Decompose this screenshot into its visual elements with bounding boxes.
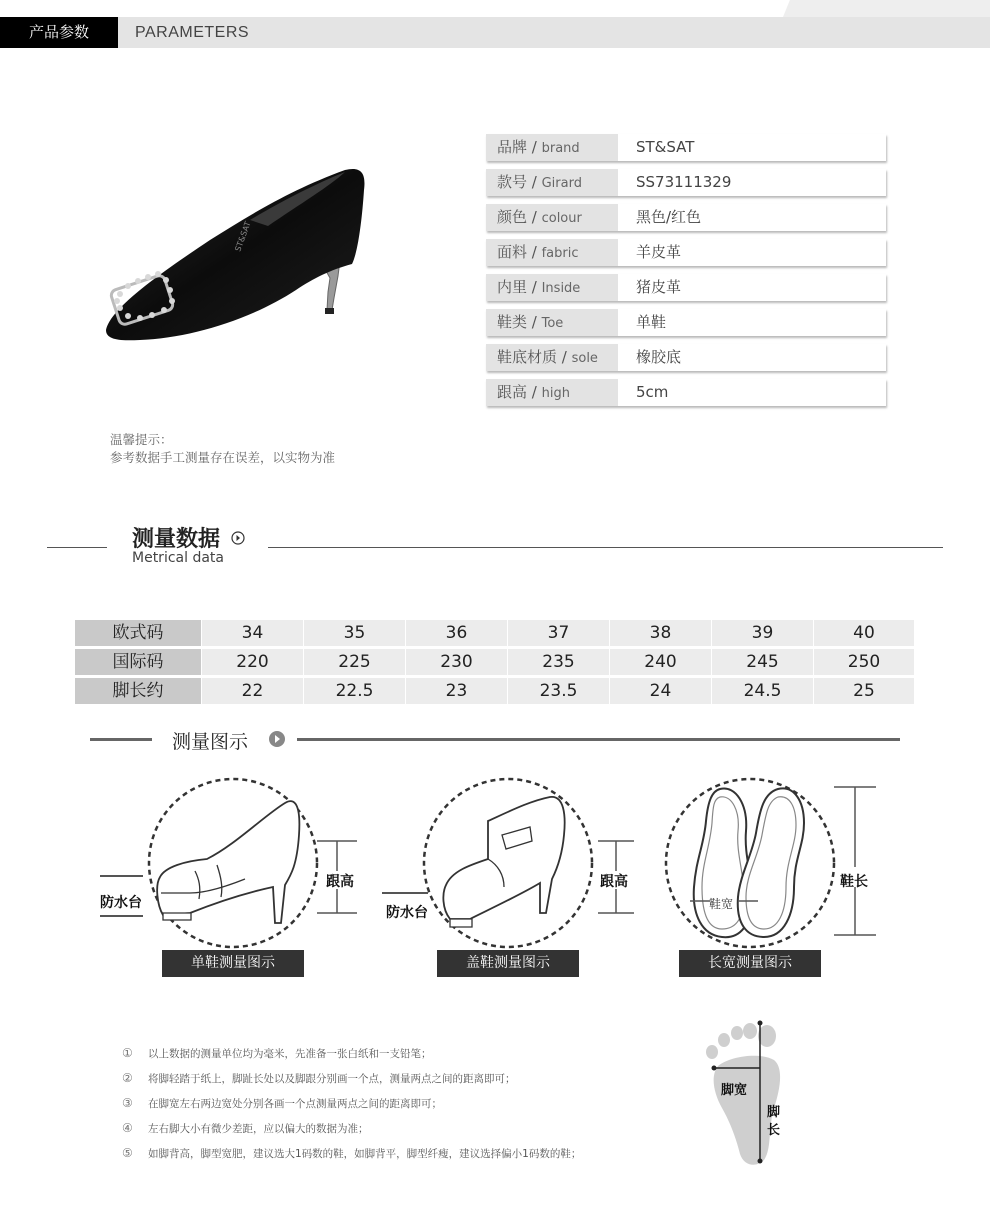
note-item: ④ 左右脚大小有微少差距，应以偏大的数据为准； <box>122 1121 369 1135</box>
divider <box>297 738 900 741</box>
param-row <box>486 239 886 266</box>
arrow-circle-icon <box>231 531 245 545</box>
svg-text:ST&SAT: ST&SAT <box>233 220 253 253</box>
param-row <box>486 344 886 371</box>
size-cell: 25 <box>814 678 914 704</box>
header-title-en: PARAMETERS <box>135 24 250 41</box>
param-label: 颜色 / colour <box>486 204 618 231</box>
metrical-subtitle: Metrical data <box>132 550 224 566</box>
param-label: 鞋类 / Toe <box>486 309 618 336</box>
param-label: 款号 / Girard <box>486 169 618 196</box>
param-row <box>486 379 886 406</box>
measure-title: 测量图示 <box>172 731 249 753</box>
label-foot-length-2: 长 <box>767 1123 781 1138</box>
header-title-cn: 产品参数 <box>0 17 118 48</box>
param-value: SS73111329 <box>636 173 732 191</box>
size-cell: 38 <box>610 620 711 646</box>
label-heel-height: 跟高 <box>326 874 354 890</box>
size-cell: 235 <box>508 649 609 675</box>
label-heel-height: 跟高 <box>600 874 628 890</box>
size-cell: 36 <box>406 620 507 646</box>
param-row <box>486 134 886 161</box>
size-row-header: 国际码 <box>75 649 201 675</box>
size-cell: 240 <box>610 649 711 675</box>
arrow-circle-icon <box>268 730 286 748</box>
size-cell: 225 <box>304 649 405 675</box>
size-cell: 40 <box>814 620 914 646</box>
param-value: ST&SAT <box>636 138 695 156</box>
diagram-caption: 长宽测量图示 <box>679 950 821 977</box>
param-value: 单鞋 <box>636 313 667 331</box>
note-item: ③ 在脚宽左右两边宽处分别各画一个点测量两点之间的距离即可； <box>122 1096 442 1110</box>
length-width-diagram <box>660 775 890 955</box>
diagram-caption: 盖鞋测量图示 <box>437 950 579 977</box>
param-label: 跟高 / high <box>486 379 618 406</box>
param-value: 橡胶底 <box>636 348 682 366</box>
size-cell: 34 <box>202 620 303 646</box>
param-row <box>486 274 886 301</box>
tip-title: 温馨提示： <box>110 432 173 447</box>
size-cell: 23 <box>406 678 507 704</box>
size-cell: 22 <box>202 678 303 704</box>
bootie-shoe-diagram <box>380 775 650 955</box>
size-cell: 35 <box>304 620 405 646</box>
param-value: 5cm <box>636 383 669 401</box>
size-cell: 24.5 <box>712 678 813 704</box>
label-shoe-length: 鞋长 <box>840 874 868 890</box>
metrical-title: 测量数据 <box>132 527 221 552</box>
size-cell: 250 <box>814 649 914 675</box>
size-cell: 39 <box>712 620 813 646</box>
param-label: 面料 / fabric <box>486 239 618 266</box>
param-label: 内里 / Inside <box>486 274 618 301</box>
size-cell: 22.5 <box>304 678 405 704</box>
param-value: 羊皮革 <box>636 243 682 261</box>
note-item: ⑤ 如脚背高，脚型宽肥，建议选大1码数的鞋，如脚背平，脚型纤瘦，建议选择偏小1码数的鞋； <box>122 1146 582 1160</box>
label-foot-width: 脚宽 <box>721 1083 748 1098</box>
tip-text: 参考数据手工测量存在误差，以实物为准 <box>110 450 336 465</box>
diagram-caption: 单鞋测量图示 <box>162 950 304 977</box>
pump-shoe-diagram <box>95 775 365 955</box>
label-platform: 防水台 <box>386 905 428 921</box>
size-cell: 23.5 <box>508 678 609 704</box>
size-cell: 245 <box>712 649 813 675</box>
param-value: 黑色/红色 <box>636 208 702 226</box>
param-value: 猪皮革 <box>636 278 682 296</box>
size-cell: 24 <box>610 678 711 704</box>
param-row <box>486 169 886 196</box>
divider <box>47 547 107 548</box>
note-item: ① 以上数据的测量单位均为毫米，先准备一张白纸和一支铅笔； <box>122 1046 432 1060</box>
param-row <box>486 309 886 336</box>
param-label: 鞋底材质 / sole <box>486 344 618 371</box>
divider <box>90 738 152 741</box>
param-label: 品牌 / brand <box>486 134 618 161</box>
header-decor <box>760 0 990 17</box>
param-row <box>486 204 886 231</box>
size-row-header: 欧式码 <box>75 620 201 646</box>
divider <box>268 547 943 548</box>
size-cell: 230 <box>406 649 507 675</box>
label-platform: 防水台 <box>100 895 142 911</box>
label-foot-length-1: 脚 <box>767 1105 781 1120</box>
note-item: ② 将脚轻踏于纸上，脚趾长处以及脚跟分别画一个点，测量两点之间的距离即可； <box>122 1071 516 1085</box>
size-row-header: 脚长约 <box>75 678 201 704</box>
label-shoe-width: 鞋宽 <box>709 897 734 911</box>
size-cell: 37 <box>508 620 609 646</box>
size-cell: 220 <box>202 649 303 675</box>
product-shoe-image <box>100 160 370 350</box>
